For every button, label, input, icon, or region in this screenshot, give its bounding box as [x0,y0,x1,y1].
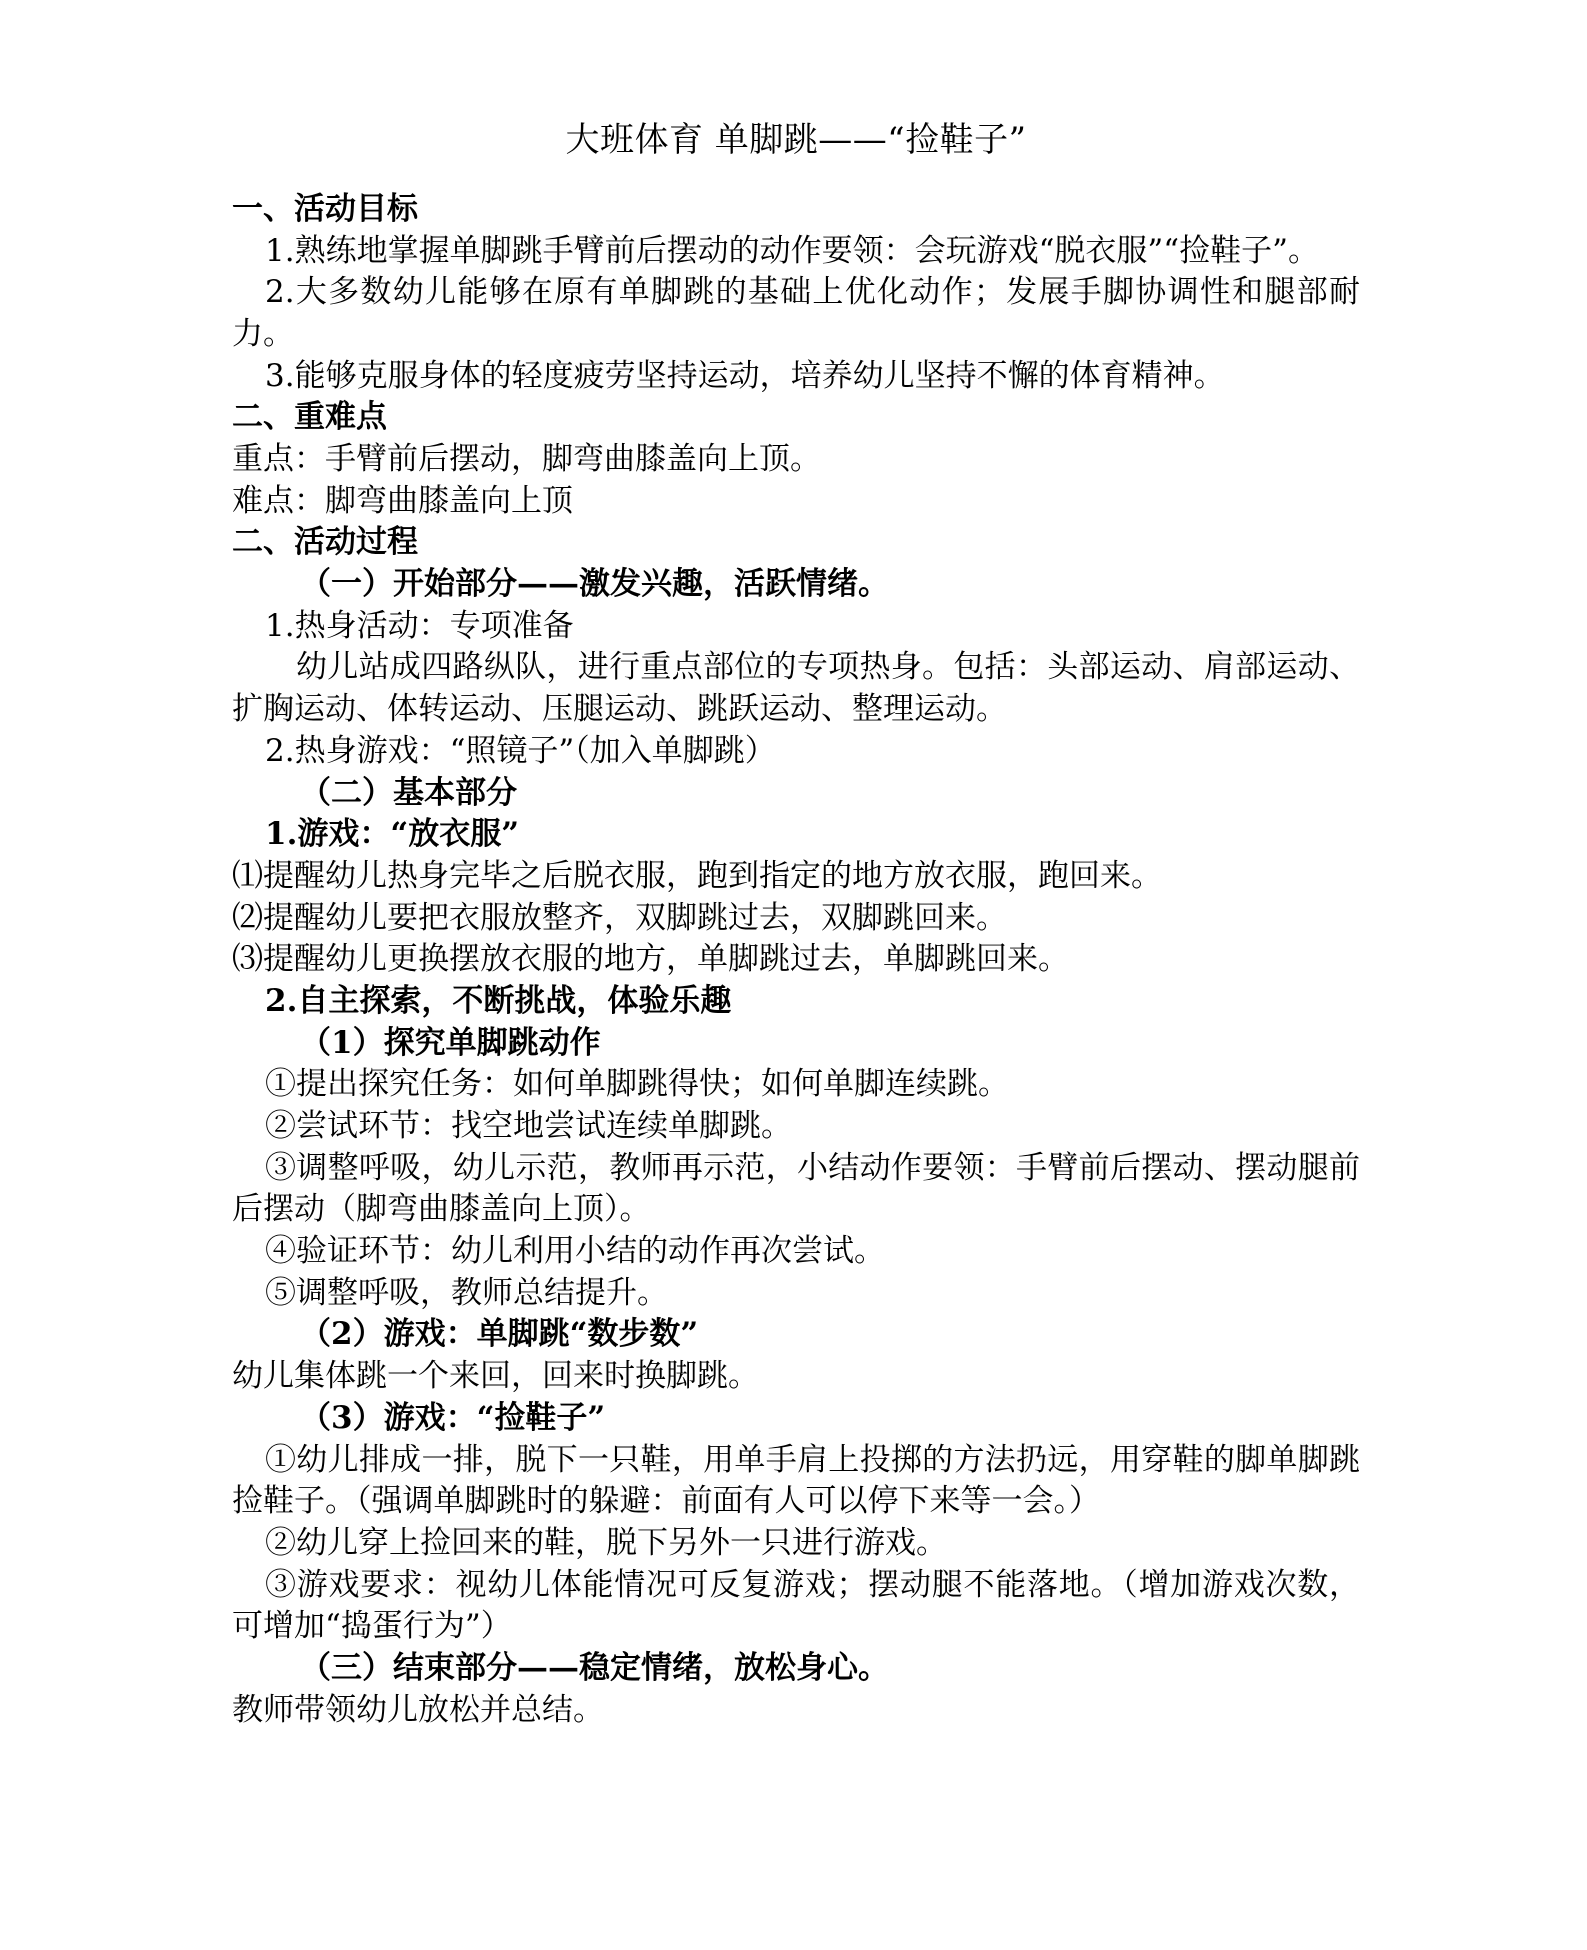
text-line-explore-1-a: ①提出探究任务：如何单脚跳得快；如何单脚连续跳。 [265,1066,1009,1103]
text-line-explore-2: （2）游戏：单脚跳“数步数” [300,1316,699,1353]
text-line-goal-2: 2.大多数幼儿能够在原有单脚跳的基础上优化动作；发展手脚协调性和腿部耐力。 [232,274,1360,352]
document-content [232,189,1360,1731]
text-line-warmup-desc: 幼儿站成四路纵队，进行重点部位的专项热身。包括：头部运动、肩部运动、扩胸运动、体转运动、压腿运动、跳跃运动、整理运动。 [232,649,1360,728]
text-line-part-3: （三）结束部分——稳定情绪，放松身心。 [300,1649,889,1686]
page-title: 大班体育 单脚跳——“捡鞋子” [565,120,1027,160]
text-line-game-1-b: ⑵提醒幼儿要把衣服放整齐，双脚跳过去，双脚跳回来。 [232,899,1007,936]
text-line-explore-3-b: ②幼儿穿上捡回来的鞋，脱下另外一只进行游戏。 [265,1524,947,1561]
text-line-goal-3: 3.能够克服身体的轻度疲劳坚持运动，培养幼儿坚持不懈的体育精神。 [265,357,1225,394]
text-line-warmup-2: 2.热身游戏：“照镜子”（加入单脚跳） [265,732,776,769]
text-line-explore-3-c: ③游戏要求：视幼儿体能情况可反复游戏；摆动腿不能落地。（增加游戏次数，可增加“捣蛋行为”） [232,1566,1360,1645]
text-line-explore-2-a: 幼儿集体跳一个来回，回来时换脚跳。 [232,1358,759,1395]
text-line-goal-1: 1.熟练地掌握单脚跳手臂前后摆动的动作要领：会玩游戏“脱衣服”“捡鞋子”。 [265,232,1319,269]
text-line-part-2: （二）基本部分 [300,774,517,811]
text-line-h-goals: 一、活动目标 [232,190,418,227]
text-line-part-1: （一）开始部分——激发兴趣，活跃情绪。 [300,566,889,603]
document-body [232,118,1360,1731]
text-line-closing: 教师带领幼儿放松并总结。 [232,1691,604,1728]
text-line-keypoint: 重点：手臂前后摆动，脚弯曲膝盖向上顶。 [232,441,821,477]
text-line-game-1-c: ⑶提醒幼儿更换摆放衣服的地方，单脚跳过去，单脚跳回来。 [232,941,1069,978]
text-line-game-1-a: ⑴提醒幼儿热身完毕之后脱衣服，跑到指定的地方放衣服，跑回来。 [232,857,1162,894]
text-line-h-process: 二、活动过程 [232,524,418,561]
text-line-explore-1-d: ④验证环节：幼儿利用小结的动作再次尝试。 [265,1233,885,1270]
text-line-explore-1-b: ②尝试环节：找空地尝试连续单脚跳。 [265,1108,792,1144]
text-line-warmup-1: 1.热身活动：专项准备 [265,607,574,644]
text-line-explore-1-e: ⑤调整呼吸，教师总结提升。 [265,1274,668,1311]
text-line-h-keypoints: 二、重难点 [232,399,387,436]
text-line-game-1: 1.游戏：“放衣服” [265,816,520,853]
text-line-explore: 2.自主探索，不断挑战，体验乐趣 [265,982,732,1019]
text-line-explore-1-c: ③调整呼吸，幼儿示范，教师再示范，小结动作要领：手臂前后摆动、摆动腿前后摆动（脚弯曲膝盖向上顶）。 [232,1149,1360,1228]
text-line-difficulty: 难点：脚弯曲膝盖向上顶 [232,482,573,519]
text-line-explore-3: （3）游戏：“捡鞋子” [300,1399,606,1436]
text-line-explore-1: （1）探究单脚跳动作 [300,1024,601,1061]
text-line-explore-3-a: ①幼儿排成一排，脱下一只鞋，用单手肩上投掷的方法扔远，用穿鞋的脚单脚跳捡鞋子。（强调单脚跳时的躲避：前面有人可以停下来等一会。） [232,1441,1360,1520]
